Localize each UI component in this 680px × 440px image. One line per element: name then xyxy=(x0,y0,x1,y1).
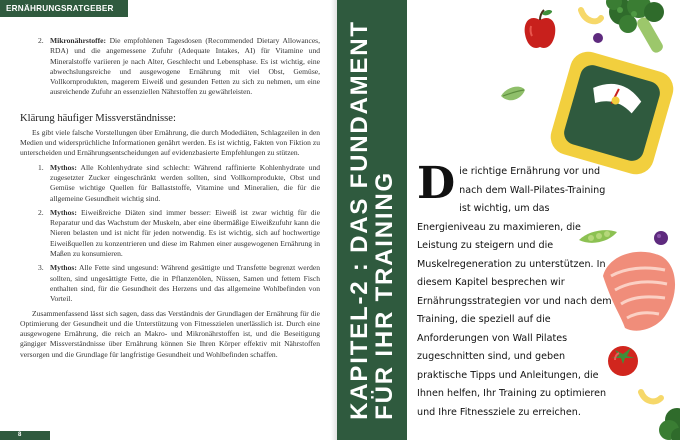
apple-icon xyxy=(522,8,558,52)
myth-item xyxy=(38,263,320,304)
page-number: 8 xyxy=(0,431,50,440)
running-header: ERNÄHRUNGSRATGEBER xyxy=(0,0,128,17)
myth-term: Mythos: xyxy=(50,207,77,217)
micronutrient-item xyxy=(38,36,320,98)
macaroni-icon xyxy=(637,388,665,406)
item-body: Die empfohlenen Tagesdosen (Recommended Dietary Allowances, RDA) und die angemessene Zufuhr (Adequate Intakes, AI) für Vitamine und Mineralstoffe variieren je nach Alter, Geschlecht und Lebensphase. Es ist wichtig, eine abwechslungsreiche und ausgewogene Ernährung mit viel Obst, Gemüse, Vollkornprodukten, magerem Eiweiß und gesunden Fetten zu sich zu nehmen, um eine ausreichende Zufuhr an essenziellen Nährstoffen zu gewährleisten. xyxy=(50,36,320,97)
myth-item xyxy=(38,163,320,204)
right-page xyxy=(337,0,680,440)
grape-icon xyxy=(592,32,604,44)
myth-term: Mythos: xyxy=(50,263,77,273)
myth-term: Mythos: xyxy=(50,162,77,172)
grape-icon xyxy=(653,230,669,246)
left-page-body xyxy=(20,36,320,360)
chapter-title-line: KAPITEL-2 : DAS FUNDAMENT xyxy=(346,20,373,420)
myth-item xyxy=(38,208,320,259)
conclusion-paragraph: Zusammenfassend lässt sich sagen, dass das Verständnis der Grundlagen der Ernährung für die Optimierung der Gesundheit und die Unterstützung von Fitnesszielen unerlässlich ist. Durch eine ausgewogene Ernährung, die reich an Makro- und Mikronährstoffen ist, und die Beseitigung gängiger Missverständnisse über Ernährung können Sie Ihren Körper effektiv mit Nährstoffen versorgen und die Grundlage für langfristige Gesundheit und Wohlbefinden schaffen. xyxy=(20,308,320,359)
myth-body: Eiweißreiche Diäten sind immer besser: Eiweiß ist zwar wichtig für die Reparatur und das Wachstum der Muskeln, aber eine übermäßige Eiweißzufuhr kann die Nieren belasten und ist nicht für jeden notwendig. Es ist wichtig, sich auf hochwertige Eiweißquellen zu konzentrieren und diese im Rahmen einer ausgewogenen Ernährung in Maßen zu konsumieren. xyxy=(50,207,320,259)
section-intro: Es gibt viele falsche Vorstellungen über Ernährung, die durch Modediäten, Schlagzeilen in den Medien und widersprüchliche Informationen genährt werden. Es ist wichtig, Fakten von Fiktion zu unterscheiden und Ernährungsentscheidungen auf evidenzbasierte Empfehlungen zu stützen. xyxy=(20,127,320,158)
broccoli-icon xyxy=(659,406,680,440)
drop-cap: D xyxy=(417,158,456,209)
left-page xyxy=(0,0,336,440)
item-number: 2. xyxy=(38,36,44,45)
myth-text xyxy=(50,263,320,304)
myth-number: 2. xyxy=(38,207,44,217)
bathroom-scale-icon xyxy=(547,48,677,178)
myth-number: 1. xyxy=(38,162,44,172)
section-heading: Klärung häufiger Missverständnisse: xyxy=(20,112,176,124)
leaf-icon xyxy=(499,84,527,106)
broccoli-icon xyxy=(592,0,680,54)
chapter-title-band xyxy=(337,0,407,440)
myth-text xyxy=(50,163,320,204)
macaroni-icon xyxy=(577,6,605,26)
chapter-title xyxy=(347,20,397,420)
chapter-intro xyxy=(417,158,617,422)
myth-text xyxy=(50,208,320,259)
myth-body: Alle Fette sind ungesund: Während gesättigte und Transfette begrenzt werden sollten, sind ungesättigte Fette, die in Pflanzenölen, Nüssen, Samen und fettem Fisch enthalten sind, für die Gesundheit des Herzens und das allgemeine Wohlbefinden von Vorteil. xyxy=(50,263,320,304)
chapter-intro-text: ie richtige Ernährung vor und nach dem Wall-Pilates-Training ist wichtig, um das Energieniveau zu maximieren, die Leistung zu steigern und die Muskelregeneration zu unterstützen. In diesem Kapitel besprechen wir Ernährungsstrategien vor und nach dem Training, die speziell auf die Anforderungen von Wall Pilates zugeschnitten sind, und geben praktische Tipps und Anleitungen, die Ihnen helfen, Ihr Training zu optimieren und Ihre Fitnessziele zu erreichen. xyxy=(417,166,612,418)
item-term: Mikronährstoffe: xyxy=(50,36,107,45)
myth-body: Alle Kohlenhydrate sind schlecht: Während raffinierte Kohlenhydrate und zugesetzter Zucker eingeschränkt werden sollten, sind Vollkornprodukte, Obst und Gemüse wichtige Quellen für Ballaststoffe, Vitamine und Mineralien, die für die allgemeine Gesundheit wichtig sind. xyxy=(50,162,320,203)
myth-number: 3. xyxy=(38,263,44,273)
chapter-title-line: FÜR IHR TRAINING xyxy=(371,171,398,420)
item-text xyxy=(50,36,320,98)
